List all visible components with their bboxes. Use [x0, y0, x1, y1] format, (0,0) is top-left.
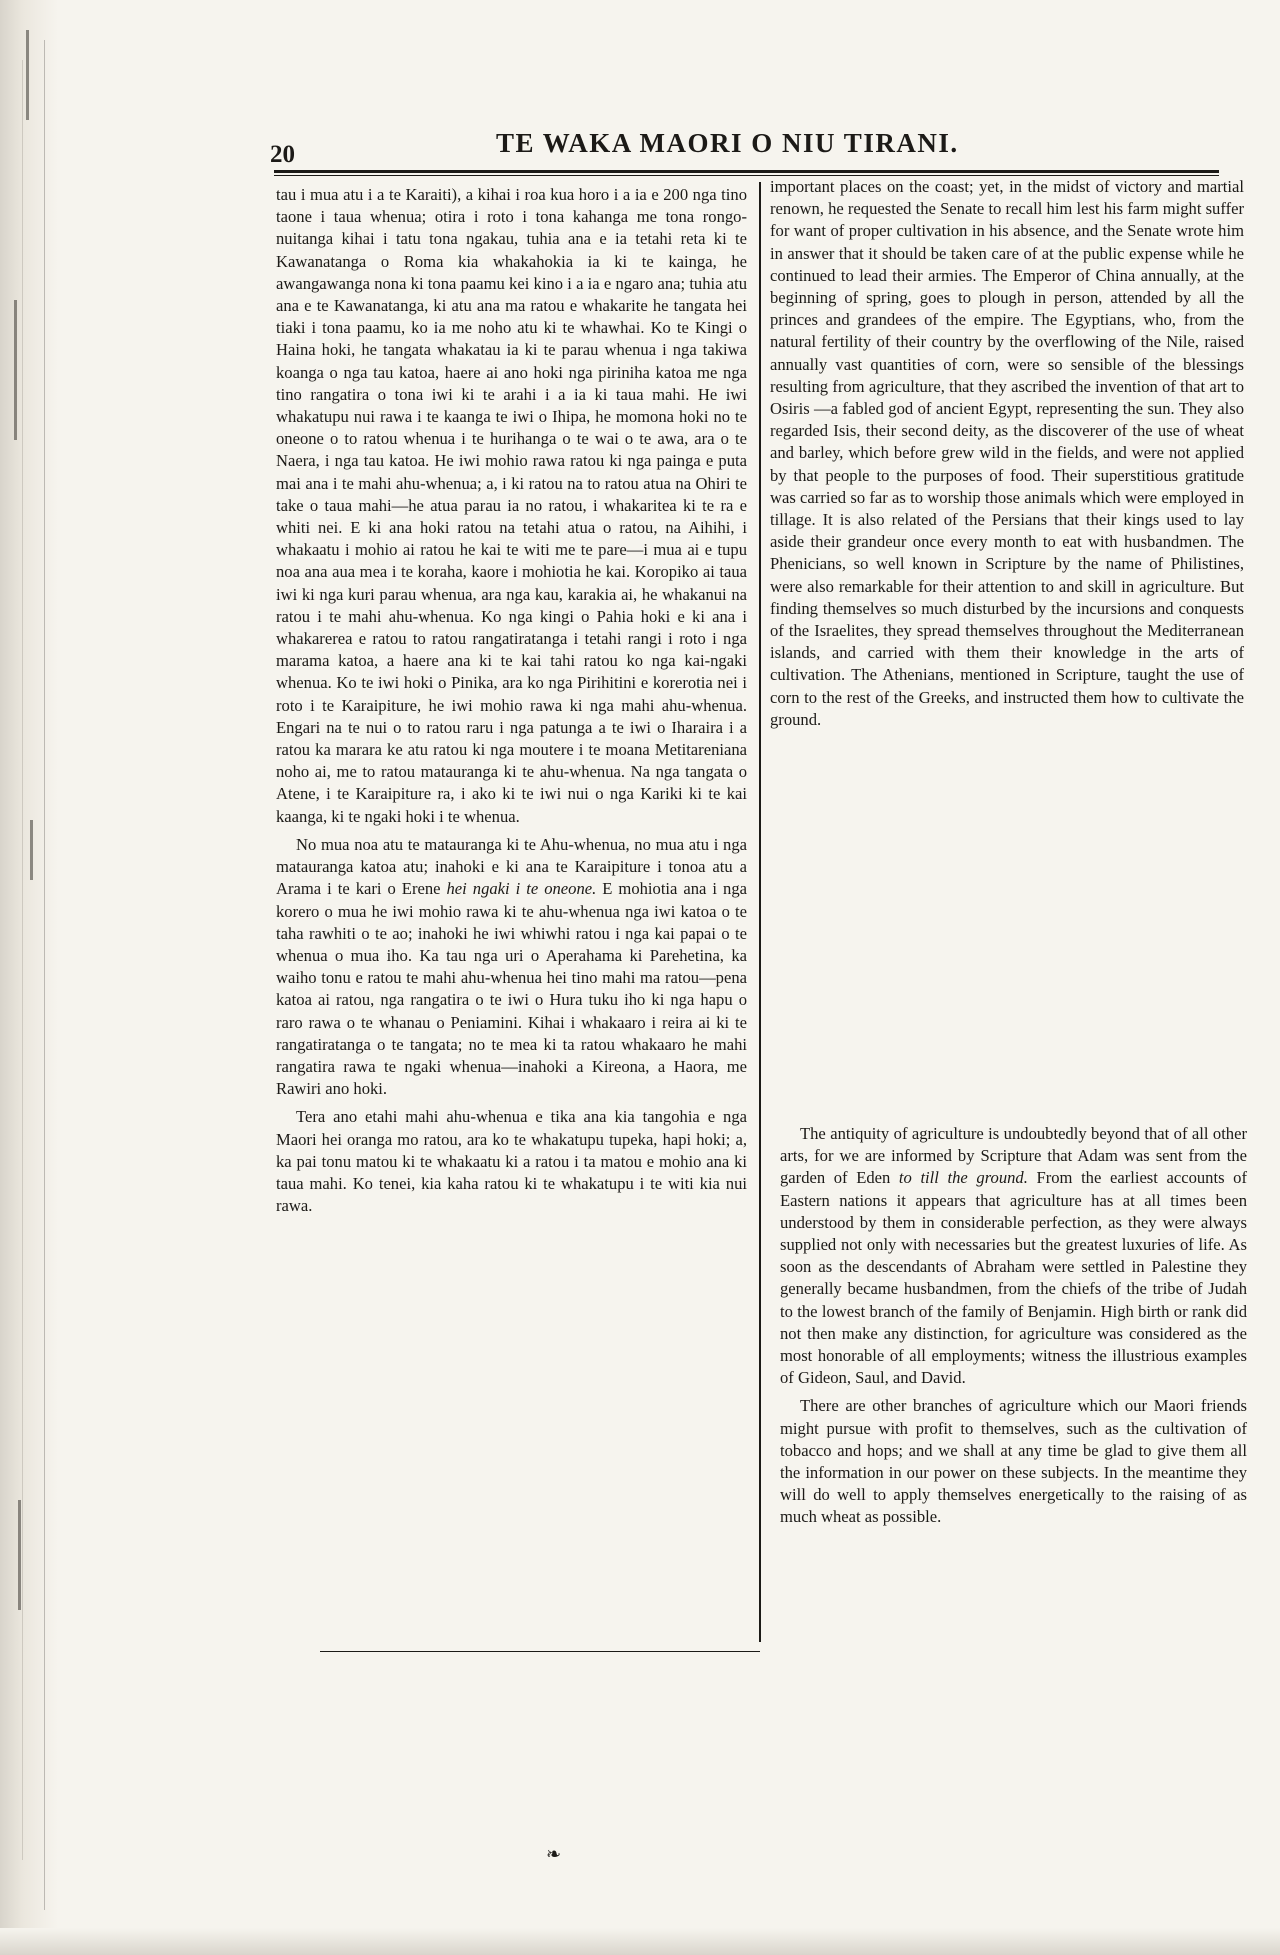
- gutter-shadow-line: [22, 60, 23, 1860]
- english-paragraph: [780, 1123, 1247, 1389]
- column-divider: [759, 182, 761, 1642]
- page-bottom-edge: [0, 1928, 1280, 1955]
- english-paragraph: important places on the coast; yet, in the midst of victory and martial renown, he requested the Senate to recall him lest his farm might suffer for want of proper cultivation in his absence, and the Senate wrote him in answer that it should be taken care of at the public expense while he continued to lead their armies. The Emperor of China annually, at the beginning of spring, goes to plough in person, attended by all the princes and grandees of the empire. The Egyptians, who, from the natural fertility of their country by the overflowing of the Nile, raised annually vast quantities of corn, were so sensible of the blessings resulting from agriculture, that they ascribed the invention of that art to Osiris —a fabled god of ancient Egypt, representing the sun. They also regarded Isis, their second deity, as the discoverer of the use of wheat and barley, which before grew wild in the fields, and were not applied by that people to the purposes of food. Their superstitious gratitude was carried so far as to worship those animals which were employed in tillage. It is also related of the Persians that their kings used to lay aside their grandeur once every month to eat with husbandmen. The Phenicians, so well known in Scripture by the name of Philistines, were also remarkable for their attention to and skill in agriculture. But finding themselves so much disturbed by the incursions and conquests of the Israelites, they spread themselves throughout the Mediterranean islands, and carried with them their knowledge in the arts of cultivation. The Athenians, mentioned in Scripture, taught the use of corn to the rest of the Greeks, and instructed them how to cultivate the ground.: [770, 177, 1244, 729]
- newspaper-title: TE WAKA MAORI O NIU TIRANI.: [496, 128, 959, 158]
- binding-mark: [14, 300, 17, 440]
- english-text: From the earliest accounts of Eastern nations it appears that agriculture has at all times been understood by them in considerable perfection, as they were always supplied not only with necessaries but the greatest luxuries of life. As soon as the descendants of Abraham were settled in Palestine they generally became husbandmen, from the chiefs of the tribe of Judah to the lowest branch of the family of Benjamin. High birth or rank did not then make any distinction, for agriculture was considered as the most honorable of all employments; witness the illustrious examples of Gideon, Saul, and David.: [780, 1168, 1247, 1388]
- binding-mark: [18, 1500, 21, 1610]
- english-emphasis: to till the ground.: [898, 1168, 1028, 1188]
- binding-mark: [26, 30, 29, 120]
- maori-paragraph: Tera ano etahi mahi ahu-whenua e tika ana kia tangohia e nga Maori hei oranga mo ratou, ara ko te whakatupu tupeka, hapi hoki; a, ka pai tonu matou ki te whakaatu ki a ratou i ta matou e mohio ana ki taua mahi. Ko tenei, kia kaha ratou ki te whakatupu i te witi kia nui rawa.: [276, 1107, 747, 1216]
- english-text: The antiquity of agriculture is undoubtedly beyond that of all other arts, for we are informed by Scripture that Adam was sent from the garden of Eden: [780, 1124, 1247, 1188]
- binding-gutter: [0, 0, 58, 1955]
- english-column-top: [770, 176, 1244, 731]
- binding-mark: [30, 820, 33, 880]
- gutter-fold-line: [44, 40, 45, 1910]
- section-end-rule: [320, 1651, 760, 1652]
- maori-emphasis: hei ngaki i te oneone.: [446, 879, 597, 899]
- header-rule: [274, 170, 1219, 173]
- maori-text: No mua noa atu te matauranga ki te Ahu-whenua, no mua atu i nga matauranga katoa atu; inahoki e ki ana te Karaipiture i tonoa atu a Arama i te kari o Erene: [276, 834, 747, 899]
- maori-paragraph: [276, 834, 747, 1100]
- english-column-bottom: [780, 1123, 1247, 1529]
- maori-paragraph: tau i mua atu i a te Karaiti), a kihai i roa kua horo i a ia e 200 nga tino taone i taua whenua; otira i roto i tona kahanga me tona rongo-nuitanga kihai i tatu tona ngakau, tuhia ana e ia tetahi reta ki te Kawanatanga o Roma kia whakahokia ia ki te kainga, he awangawanga nona ki tona paamu kei kino i a ia e ngaro ana; tuhia atu ana e te Kawanatanga, ki atu ana ma ratou e whakarite he tangata hei tiaki i tona paamu, ko ia me noho atu ki te whawhai. Ko te Kingi o Haina hoki, he tangata whakatau ia ki te parau whenua i nga takiwa koanga o nga tau katoa, haere ai ano hoki nga piriniha katoa me nga tino rangatira o tona iwi ki te arahi i a ia ki taua mahi. He iwi whakatupu nui rawa i te kaanga te iwi o Ihipa, he momona hoki no te oneone o to ratou whenua i te hurihanga o te wai o te awa, ara o te Naera, i nga tau katoa. He iwi mohio rawa ratou ki nga painga e puta mai ana i te mahi ahu-whenua; a, i ki ratou na to ratou atua na Ohiri te take o taua mahi—he atua parau ia no ratou, i whakaritea ki te ra e whiti nei. E ki ana hoki ratou na tetahi atua o ratou, na Aihihi, i whakaatu i mohio ai ratou he kai te witi me te pare—i mua ai e tupu noa ana aua mea i te koraha, kaore i mohiotia he kai. Koropiko ai taua iwi ki nga kuri parau whenua, ara nga kau, karakia ai, he whakanui na ratou i te mahi ahu-whenua. Ko nga kingi o Pahia hoki e ki ana i whakarerea e ratou to ratou rangatiratanga i tetahi rangi i roto i nga marama katoa, a haere ana ki te kai tahi ratou ko nga kai-ngaki whenua. Ko te iwi hoki o Pinika, ara ko nga Pirihitini e korerotia nei i roto i te Karaipiture, he iwi mohio rawa ki nga mahi ahu-whenua. Engari na te nui o to ratou raru i nga patunga a te iwi o Iharaira i a ratou ka marara ke atu ratou ki nga moutere i te moana Metitareniana noho ai, me to ratou matauranga ki te ahu-whenua. Na nga tangata o Atene, i te Karaipiture ra, i ako ki te iwi nui o nga Kariki ki te kai kaanga, ki te ngaki hoki i te whenua.: [276, 185, 747, 826]
- english-paragraph: There are other branches of agriculture which our Maori friends might pursue with profit to themselves, such as the cultivation of tobacco and hops; and we shall at any time be glad to give them all the information in our power on these subjects. In the meantime they will do well to apply themselves energetically to the raising of as much wheat as possible.: [780, 1396, 1247, 1527]
- maori-text: E mohiotia ana i nga korero o mua he iwi mohio rawa ki te ahu-whenua nga iwi katoa o te taha rawhiti o te ao; inahoki he iwi whiwhi ratou i nga kai papai o te whenua o mua iho. Ka tau nga uri o Aperahama ki Parehetina, ka waiho tonu e ratou te mahi ahu-whenua hei tino mahi ma ratou—pena katoa ai ratou, nga rangatira o te iwi o Hura tuku iho ki nga hapu o raro rawa o te whanau o Peniamini. Kihai i whakaaro i reira ai ki te rangatiratanga o te tangata; no te mea ki ta ratou whakaaro he mahi rangatira rawa te ngaki whenua—inahoki a Kireona, a Haora, me Rawiri ano hoki.: [276, 879, 747, 1099]
- maori-column: [276, 184, 747, 1217]
- page-number: 20: [270, 141, 295, 168]
- fleuron-ornament-icon: ❧: [546, 1844, 562, 1864]
